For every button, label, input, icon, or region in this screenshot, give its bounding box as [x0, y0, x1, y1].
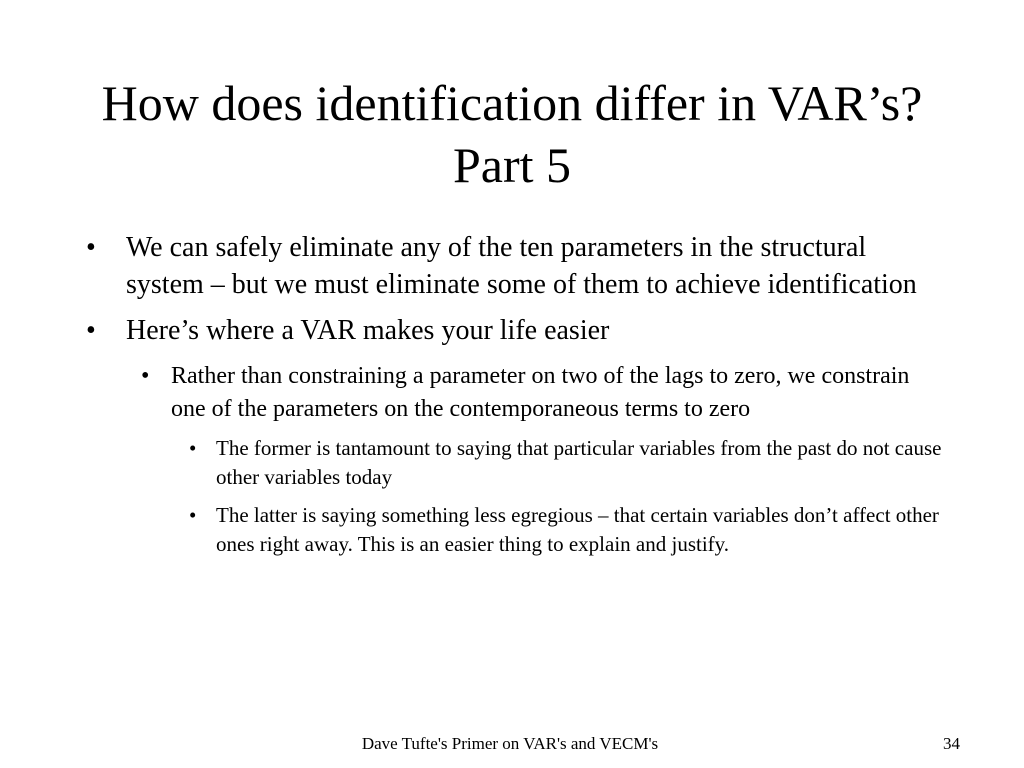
- bullet-item: [86, 230, 946, 303]
- page-number: 34: [943, 734, 960, 753]
- bullet-text: Here’s where a VAR makes your life easier: [126, 315, 610, 346]
- sub-sub-bullet-item: [189, 501, 946, 560]
- sub-sub-bullet-text: The latter is saying something less egregious – that certain variables don’t affect other ones right away. This is an easier thing to explain and justify.: [216, 502, 939, 556]
- sub-sub-bullet-text: The former is tantamount to saying that particular variables from the past do not cause other variables today: [216, 435, 942, 489]
- bullet-icon: •: [86, 232, 96, 263]
- bullet-icon: •: [189, 502, 197, 527]
- slide-body: [86, 230, 946, 568]
- sub-sub-bullet-item: [189, 434, 946, 493]
- slide-title: How does identification differ in VAR’s? Part 5: [101, 75, 923, 193]
- footer-title: Dave Tufte's Primer on VAR's and VECM's: [361, 734, 659, 753]
- sub-bullet-text: Rather than constraining a parameter on two of the lags to zero, we constrain one of the parameters on the contemporaneous terms to zero: [171, 362, 910, 422]
- bullet-item: [86, 313, 946, 350]
- bullet-icon: •: [189, 435, 197, 460]
- sub-bullet-item: [141, 360, 946, 426]
- bullet-icon: •: [141, 362, 150, 389]
- bullet-text: We can safely eliminate any of the ten parameters in the structural system – but we must eliminate some of them to achieve identification: [126, 232, 917, 300]
- bullet-icon: •: [86, 315, 96, 346]
